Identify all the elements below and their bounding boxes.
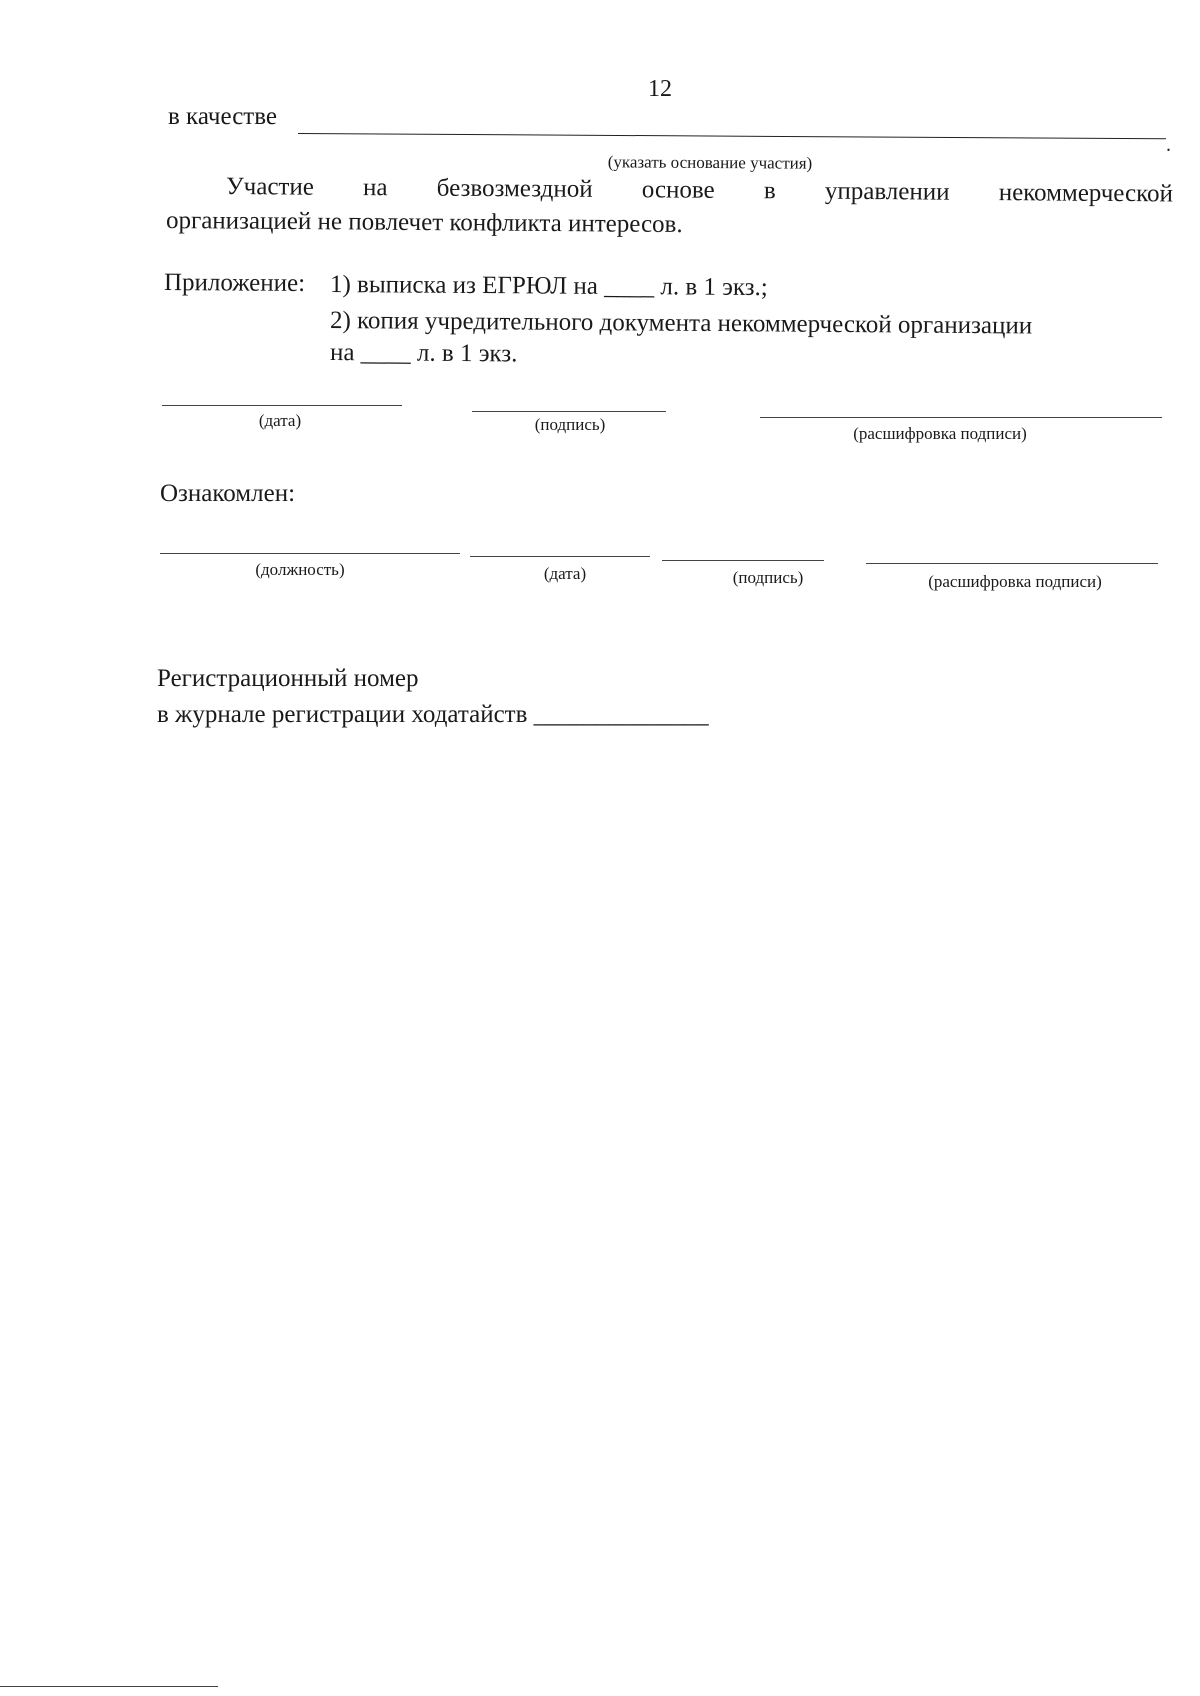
ack-date-caption: (дата) [543, 564, 587, 583]
attachments-label: Приложение: [163, 269, 306, 297]
position-caption: (должность) [255, 560, 345, 579]
capacity-blank-line [298, 133, 1166, 139]
footnote-separator [0, 1686, 218, 1687]
registration-line-2: в журнале регистрации ходатайств ______________ [157, 701, 709, 728]
ack-date-line [470, 556, 650, 557]
statement-word: на [362, 174, 388, 202]
statement-line-2: организацией не повлечет конфликта интересов. [165, 207, 683, 239]
ack-decoding-line [866, 563, 1158, 564]
acknowledged-label: Ознакомлен: [160, 480, 296, 507]
statement-line-1 [226, 172, 1173, 209]
attachment-item-2-line-2: на ____ л. в 1 экз. [329, 339, 518, 368]
attachment-item-1: 1) выписка из ЕГРЮЛ на ____ л. в 1 экз.; [329, 271, 768, 302]
statement-word: в [763, 177, 776, 205]
attachment-item-2-line-1: 2) копия учредительного документа некоммерческой организации [329, 307, 1033, 340]
ack-signature-line [662, 560, 824, 561]
signature-decoding-caption: (расшифровка подписи) [853, 424, 1027, 443]
statement-word: основе [641, 176, 715, 204]
ack-decoding-caption: (расшифровка подписи) [928, 572, 1102, 591]
signature-caption: (подпись) [534, 415, 606, 434]
date-line [162, 405, 402, 406]
capacity-caption: (указать основание участия) [607, 152, 813, 173]
capacity-prefix: в качестве [168, 103, 277, 130]
registration-line-1: Регистрационный номер [157, 665, 419, 692]
position-line [160, 553, 460, 554]
capacity-end-mark: . [1166, 134, 1171, 156]
page-number: 12 [648, 76, 672, 102]
statement-word: управлении [824, 177, 950, 206]
statement-word: Участие [225, 173, 314, 201]
statement-word: некоммерческой [998, 179, 1174, 208]
date-caption: (дата) [258, 411, 302, 430]
signature-decoding-line [760, 417, 1162, 418]
statement-word: безвозмездной [436, 174, 593, 203]
ack-signature-caption: (подпись) [732, 568, 804, 587]
signature-line [472, 411, 666, 412]
